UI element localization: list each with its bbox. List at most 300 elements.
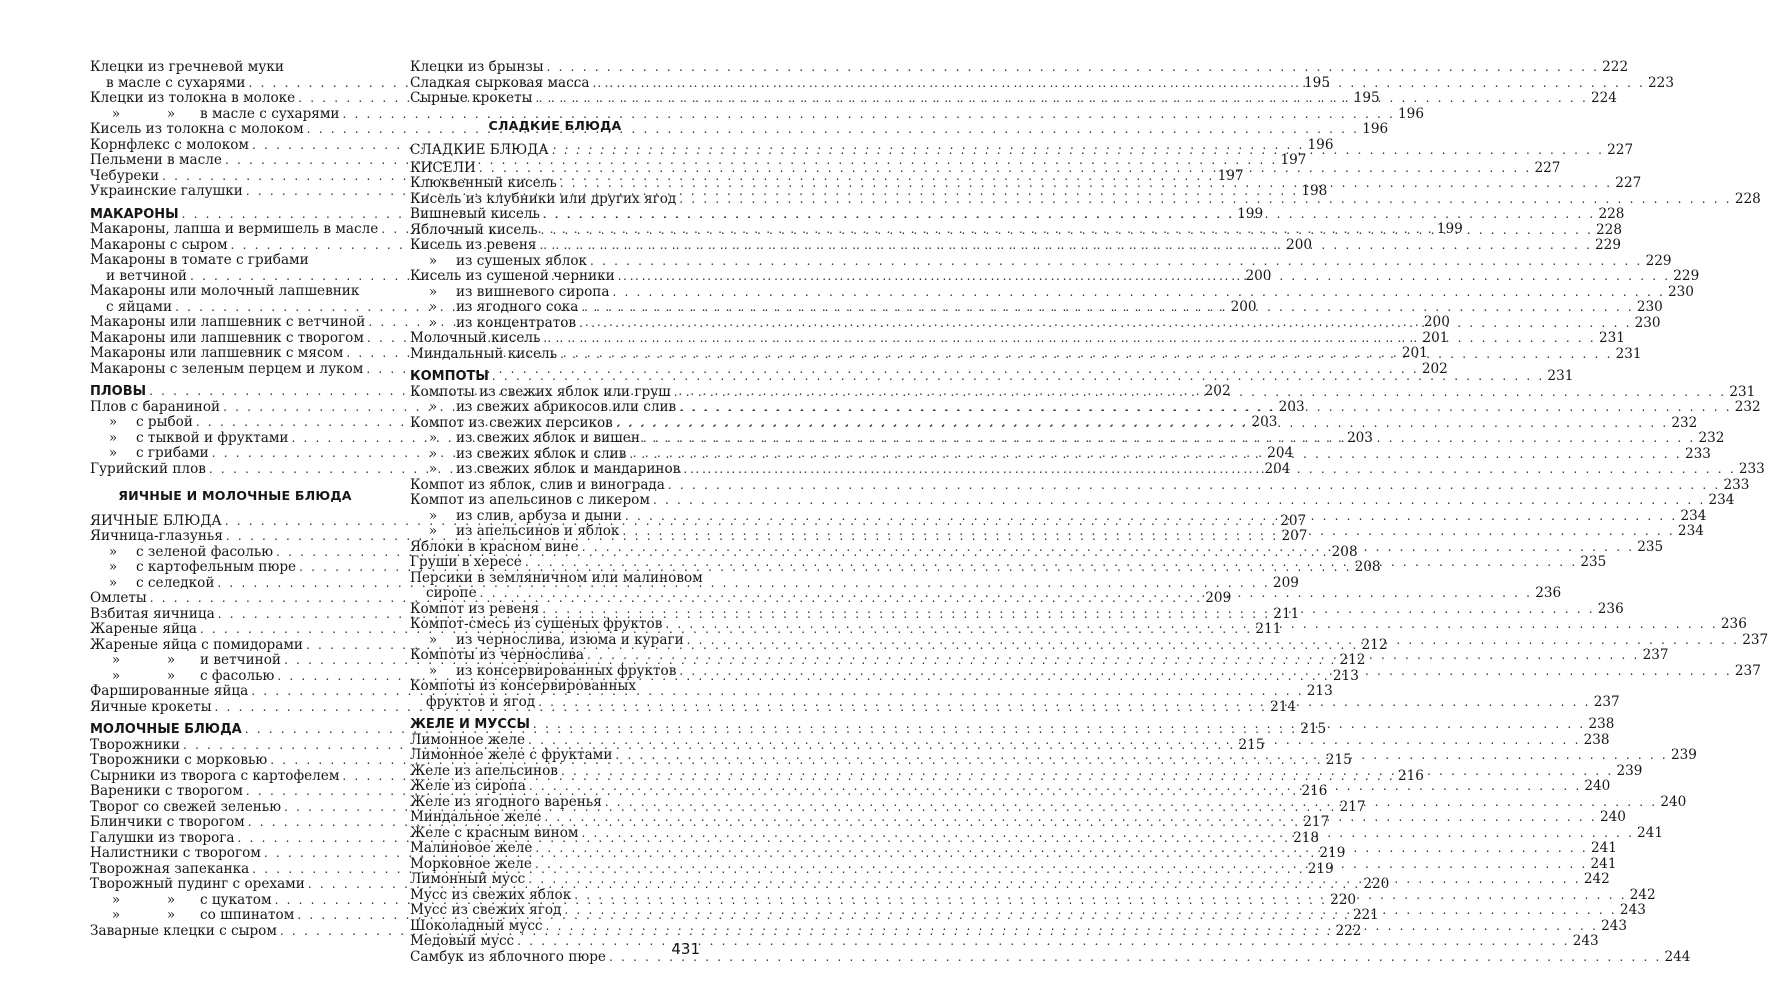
ditto-mark: » xyxy=(428,399,438,415)
entry-title: сиропе xyxy=(426,585,477,601)
toc-entry[interactable] xyxy=(410,476,1750,494)
entry-title: Миндальный кисель xyxy=(410,345,558,362)
ditto-mark: » xyxy=(166,667,176,684)
page-ref: 242 xyxy=(1629,886,1656,903)
ditto-mark: » xyxy=(108,543,118,560)
page-ref: 196 xyxy=(1362,121,1389,137)
dot-leader xyxy=(665,617,1718,633)
page-ref: 227 xyxy=(1534,159,1561,176)
dot-leader xyxy=(542,602,1595,618)
page-ref: 224 xyxy=(1590,90,1617,106)
ditto-mark: » xyxy=(428,507,438,524)
entry-title: ЖЕЛЕ И МУССЫ xyxy=(410,717,530,732)
entry-title: Макароны, лапша и вермишель в масле xyxy=(90,221,379,237)
chapter-heading: ЯИЧНЫЕ И МОЛОЧНЫЕ БЛЮДА xyxy=(118,488,352,503)
entry-title: Налистники с творогом xyxy=(90,845,261,861)
page-ref: 212 xyxy=(1361,636,1388,653)
ditto-mark: » xyxy=(428,299,438,315)
dot-leader xyxy=(679,664,1732,680)
entry-title: Мусс из свежих яблок xyxy=(410,886,572,903)
ditto-mark: » xyxy=(111,907,121,923)
page-ref: 230 xyxy=(1634,314,1661,331)
page-ref: 232 xyxy=(1671,414,1698,431)
entry-title: Миндальное желе xyxy=(410,809,542,825)
entry-title xyxy=(410,524,619,540)
entry-title-text: из концентратов xyxy=(456,314,577,331)
entry-title: Творожный пудинг с орехами xyxy=(90,876,305,892)
page-ref: 195 xyxy=(1353,90,1380,106)
page-ref: 234 xyxy=(1677,523,1704,539)
page-ref: 243 xyxy=(1601,917,1628,934)
page-ref: 234 xyxy=(1708,492,1735,508)
entry-title-text: из ягодного сока xyxy=(456,299,579,315)
entry-title: Жареные яйца с помидорами xyxy=(90,636,303,653)
page-ref: 197 xyxy=(1280,152,1307,168)
entry-title-text: из апельсинов и яблок xyxy=(456,523,620,539)
dot-leader xyxy=(609,950,1662,966)
dot-leader xyxy=(543,331,1596,347)
page-ref: 240 xyxy=(1584,778,1611,794)
ditto-mark: » xyxy=(166,891,176,908)
page-ref: 230 xyxy=(1667,283,1694,300)
page-ref: 196 xyxy=(1307,136,1334,153)
page-ref: 199 xyxy=(1237,205,1264,222)
page-ref: 227 xyxy=(1607,142,1634,158)
entry-title xyxy=(410,664,676,680)
entry-title-text: из свежих яблок и слив xyxy=(456,445,627,462)
page-ref: 236 xyxy=(1535,585,1562,601)
entry-title: Молочный кисель xyxy=(410,330,541,346)
dot-leader xyxy=(539,238,1592,254)
entry-title: ПЛОВЫ xyxy=(90,384,147,399)
dot-leader xyxy=(582,540,1635,556)
entry-title: Морковное желе xyxy=(410,855,532,872)
page-ref: 232 xyxy=(1734,399,1761,415)
entry-title: Яичные крокеты xyxy=(90,698,212,715)
toc-entry[interactable] xyxy=(410,59,1629,76)
page-ref: 227 xyxy=(1615,175,1642,191)
page-ref: 209 xyxy=(1205,590,1232,606)
entry-title: фруктов и ягод xyxy=(426,693,536,710)
entry-title xyxy=(90,669,274,685)
entry-title: Кисель из ревеня xyxy=(410,237,537,253)
toc-entry[interactable] xyxy=(410,252,1672,270)
entry-title-text: со шпинатом xyxy=(200,907,295,923)
page-ref: 221 xyxy=(1352,907,1379,923)
ditto-mark: » xyxy=(108,429,118,446)
dot-leader xyxy=(552,143,1605,159)
dot-leader xyxy=(540,223,1593,239)
dot-leader xyxy=(544,810,1597,826)
page-ref: 229 xyxy=(1673,268,1700,284)
dot-leader xyxy=(593,76,1646,92)
entry-title xyxy=(90,908,294,924)
dot-leader xyxy=(674,385,1727,401)
page-ref: 217 xyxy=(1339,798,1366,815)
page-ref: 237 xyxy=(1642,647,1669,663)
page-ref: 238 xyxy=(1583,731,1610,748)
entry-title xyxy=(90,653,281,669)
dot-leader xyxy=(581,300,1634,316)
entry-title-text: из вишневого сиропа xyxy=(456,283,610,300)
entry-title: Компоты из свежих яблок или груш xyxy=(410,383,671,400)
entry-title: Яблочный кисель xyxy=(410,221,538,238)
entry-title: Персики в земляничном или малиновом xyxy=(410,569,703,586)
dot-leader xyxy=(587,648,1640,664)
entry-title: Компот из яблок, слив и винограда xyxy=(410,476,665,493)
entry-title: Компот из апельсинов с ликером xyxy=(410,492,650,508)
page-ref: 208 xyxy=(1331,543,1358,560)
toc-entry[interactable] xyxy=(90,105,1424,123)
page-ref: 219 xyxy=(1307,860,1334,877)
dot-leader xyxy=(618,269,1671,285)
entry-title xyxy=(90,560,296,576)
page-ref: 220 xyxy=(1363,876,1390,892)
entry-title: Желе из ягодного варенья xyxy=(410,793,602,810)
dot-leader xyxy=(535,857,1588,873)
entry-title-text: и ветчиной xyxy=(200,652,281,668)
page-ref: 244 xyxy=(1664,948,1691,965)
page-ref: 215 xyxy=(1325,752,1352,768)
page-ref: 228 xyxy=(1734,190,1761,207)
entry-title: Мусс из свежих ягод xyxy=(410,902,562,918)
page-ref: 232 xyxy=(1698,430,1725,446)
page-ref: 219 xyxy=(1319,845,1346,861)
page-ref: 207 xyxy=(1280,512,1307,529)
ditto-mark: » xyxy=(428,662,438,679)
entry-title-text: из консервированных фруктов xyxy=(456,662,677,679)
page-ref: 231 xyxy=(1729,383,1756,400)
dot-leader xyxy=(629,447,1682,463)
page-ref: 235 xyxy=(1580,554,1607,570)
entry-title: в масле с сухарями xyxy=(106,74,246,91)
page-number: 431 xyxy=(671,940,700,958)
entry-title: Украинские галушки xyxy=(90,183,243,199)
toc-entry[interactable] xyxy=(410,283,1694,301)
page-ref: 233 xyxy=(1684,445,1711,462)
page-ref: 202 xyxy=(1204,383,1231,399)
dot-leader xyxy=(543,207,1596,223)
ditto-mark: » xyxy=(428,445,438,462)
page-ref: 215 xyxy=(1300,721,1327,737)
ditto-mark: » xyxy=(108,574,118,591)
entry-title-text: с рыбой xyxy=(136,414,193,430)
page-ref: 201 xyxy=(1422,329,1449,346)
entry-title xyxy=(90,576,214,592)
toc-entry[interactable] xyxy=(90,60,380,76)
page-ref: 228 xyxy=(1596,221,1622,238)
dot-leader xyxy=(679,192,1732,208)
entry-title: Жареные яйца xyxy=(90,621,197,637)
dot-leader xyxy=(480,586,1533,602)
page-ref: 243 xyxy=(1572,933,1599,949)
ditto-mark: » xyxy=(166,105,176,122)
entry-title: Макароны или лапшевник с творогом xyxy=(90,329,364,346)
entry-title: Груши в хересе xyxy=(410,554,522,570)
entry-title xyxy=(90,893,272,909)
toc-entry[interactable] xyxy=(410,569,703,587)
entry-title xyxy=(410,447,626,463)
entry-title xyxy=(410,316,576,332)
page-ref: 213 xyxy=(1332,667,1359,684)
entry-title: Сладкая сырковая масса xyxy=(410,74,590,91)
entry-title-text: с грибами xyxy=(136,445,209,461)
entry-title: Заварные клецки с сыром xyxy=(90,922,277,939)
page-ref: 200 xyxy=(1423,314,1450,330)
dot-leader xyxy=(535,91,1588,107)
dot-leader xyxy=(574,888,1627,904)
page-ref: 207 xyxy=(1281,528,1308,544)
entry-title: Гурийский плов xyxy=(90,460,206,477)
entry-title xyxy=(410,254,587,270)
dot-leader xyxy=(560,347,1613,363)
entry-title xyxy=(90,415,193,431)
entry-title: Компот из ревеня xyxy=(410,600,540,617)
entry-title: МОЛОЧНЫЕ БЛЮДА xyxy=(90,722,242,737)
entry-title xyxy=(90,446,209,462)
dot-leader xyxy=(625,509,1678,525)
dot-leader xyxy=(643,431,1696,447)
entry-title: Макароны с сыром xyxy=(90,236,228,253)
entry-title: Пельмени в масле xyxy=(90,152,222,168)
entry-title: Макароны с зеленым перцем и луком xyxy=(90,360,364,377)
entry-title: Чебуреки xyxy=(90,167,160,184)
entry-title: Лимонное желе xyxy=(410,731,526,748)
page-ref: 229 xyxy=(1595,237,1621,253)
page-ref: 203 xyxy=(1278,398,1305,415)
entry-title: Сырники из творога с картофелем xyxy=(90,767,340,784)
dot-leader xyxy=(528,733,1581,749)
entry-title xyxy=(90,431,288,447)
page-ref: 215 xyxy=(1238,736,1265,753)
entry-title-text: из свежих абрикосов или слив xyxy=(456,399,677,415)
entry-title: Малиновое желе xyxy=(410,840,533,856)
page-ref: 237 xyxy=(1742,631,1768,648)
page-ref: 236 xyxy=(1720,616,1747,632)
page-ref: 234 xyxy=(1680,507,1707,524)
page-ref: 198 xyxy=(1301,183,1328,199)
dot-leader xyxy=(546,919,1599,935)
page-ref: 203 xyxy=(1347,429,1373,446)
dot-leader xyxy=(612,285,1665,301)
page-ref: 200 xyxy=(1286,236,1313,253)
entry-title: Кисель из клубники или других ягод xyxy=(410,190,677,207)
entry-title: Компоты из чернослива xyxy=(410,647,585,663)
entry-title: Самбук из яблочного пюре xyxy=(410,948,606,965)
ditto-mark: » xyxy=(166,907,176,923)
page-ref: 211 xyxy=(1273,605,1300,622)
ditto-mark: » xyxy=(111,105,121,122)
page-ref: 231 xyxy=(1598,330,1625,346)
page-ref: 203 xyxy=(1251,414,1278,430)
page-ref: 235 xyxy=(1637,538,1664,555)
toc-entry[interactable] xyxy=(90,253,380,269)
entry-title: Лимонное желе с фруктами xyxy=(410,747,613,763)
entry-title: Компот-смесь из сушеных фруктов xyxy=(410,616,663,632)
entry-title-text: с селедкой xyxy=(136,574,215,591)
entry-title: Яичница-глазунья xyxy=(90,528,223,544)
entry-title-text: из слив, арбуза и дыни xyxy=(456,507,622,524)
entry-title xyxy=(410,633,684,649)
page-ref: 195 xyxy=(1304,74,1330,91)
dot-leader xyxy=(616,416,1669,432)
ditto-mark: » xyxy=(108,559,118,575)
entry-title: Клюквенный кисель xyxy=(410,175,557,191)
entry-title xyxy=(90,545,273,561)
entry-title: Клецки из гречневой муки xyxy=(90,59,284,75)
entry-title-text: из свежих яблок и вишен xyxy=(456,430,640,446)
dot-leader xyxy=(564,903,1617,919)
entry-title-text: с зеленой фасолью xyxy=(136,543,274,560)
page-ref: 200 xyxy=(1230,298,1257,315)
page-ref: 241 xyxy=(1590,855,1617,872)
dot-leader xyxy=(561,764,1614,780)
page-ref: 204 xyxy=(1267,445,1294,461)
ditto-mark: » xyxy=(428,523,438,539)
entry-title: с яйцами xyxy=(106,298,173,315)
page-ref: 222 xyxy=(1335,922,1362,939)
page-ref: 242 xyxy=(1583,871,1610,887)
entry-title: Клецки из толокна в молоке xyxy=(90,90,296,106)
page-ref: 204 xyxy=(1264,460,1291,477)
entry-title: Лимонный мусс xyxy=(410,871,526,887)
dot-leader xyxy=(679,400,1732,416)
ditto-mark: » xyxy=(111,891,121,908)
ditto-mark: » xyxy=(108,445,118,461)
page-ref: 216 xyxy=(1301,783,1328,799)
page-ref: 241 xyxy=(1590,840,1617,856)
entry-title: Творожная запеканка xyxy=(90,860,250,877)
dot-leader xyxy=(525,555,1578,571)
ditto-mark: » xyxy=(166,652,176,668)
entry-title: Кисель из сушеной черники xyxy=(410,268,615,284)
entry-title: Вишневый кисель xyxy=(410,206,540,222)
entry-title: Омлеты xyxy=(90,590,147,606)
page-ref: 231 xyxy=(1547,368,1574,384)
dot-leader xyxy=(622,524,1675,540)
dot-leader xyxy=(528,872,1581,888)
page-ref: 222 xyxy=(1602,59,1629,75)
ditto-mark: » xyxy=(428,252,438,269)
page-ref: 233 xyxy=(1723,476,1750,493)
page-ref: 211 xyxy=(1255,621,1282,637)
page-ref: 243 xyxy=(1619,902,1646,918)
entry-title: Желе из апельсинов xyxy=(410,762,558,779)
page-ref: 228 xyxy=(1598,206,1625,222)
page-ref: 214 xyxy=(1270,698,1297,715)
page-ref: 241 xyxy=(1637,824,1663,841)
entry-title-text: с цукатом xyxy=(200,891,272,908)
page-ref: 200 xyxy=(1245,267,1272,284)
ditto-mark: » xyxy=(428,631,438,648)
entry-title: Творожники xyxy=(90,736,180,753)
page-ref: 199 xyxy=(1436,221,1463,237)
ditto-mark: » xyxy=(108,414,118,430)
ditto-mark: » xyxy=(428,314,438,331)
entry-title: Взбитая яичница xyxy=(90,605,215,622)
dot-leader xyxy=(529,779,1582,795)
entry-title: МАКАРОНЫ xyxy=(90,206,179,222)
entry-title xyxy=(410,400,676,416)
entry-title: Яблоки в красном вине xyxy=(410,538,579,555)
entry-title-text: с фасолью xyxy=(200,667,275,684)
entry-title: Желе из сиропа xyxy=(410,778,526,794)
entry-title: Творог со свежей зеленью xyxy=(90,798,282,815)
page-ref: 238 xyxy=(1588,716,1615,732)
entry-title: Макароны в томате с грибами xyxy=(90,252,309,268)
dot-leader xyxy=(581,826,1634,842)
entry-title: Медовый мусс xyxy=(410,933,515,949)
entry-title: Блинчики с творогом xyxy=(90,814,245,830)
entry-title-text: из свежих яблок и мандаринов xyxy=(456,461,681,477)
dot-leader xyxy=(590,254,1643,270)
entry-title-text: в масле с сухарями xyxy=(200,105,340,122)
entry-title: Компоты из консервированных xyxy=(410,678,637,694)
dot-leader xyxy=(492,369,1545,385)
dot-leader xyxy=(683,462,1736,478)
toc-entry[interactable] xyxy=(410,679,700,695)
entry-title xyxy=(410,285,609,301)
entry-title-text: из чернослива, изюма и кураги xyxy=(456,631,684,648)
page-ref: 233 xyxy=(1738,461,1765,477)
toc-entry[interactable] xyxy=(90,284,380,300)
dot-leader xyxy=(605,795,1658,811)
entry-title: и ветчиной xyxy=(106,267,187,284)
dot-leader xyxy=(687,633,1740,649)
page-ref: 216 xyxy=(1397,767,1424,784)
page-ref: 231 xyxy=(1615,345,1642,362)
entry-title: Кисель из толокна с молоком xyxy=(90,121,304,137)
entry-title: Корнфлекс с молоком xyxy=(90,136,249,153)
entry-title: Макароны или молочный лапшевник xyxy=(90,283,360,299)
entry-title: Компот из свежих персиков xyxy=(410,414,613,431)
page-ref: 202 xyxy=(1421,360,1448,377)
page-ref: 236 xyxy=(1597,600,1624,617)
entry-title: СЛАДКИЕ БЛЮДА xyxy=(410,142,549,158)
dot-leader xyxy=(479,161,1532,177)
page-ref: 196 xyxy=(1398,105,1424,122)
entry-title xyxy=(410,462,680,478)
dot-leader xyxy=(579,316,1632,332)
entry-title: Шоколадный мусс xyxy=(410,917,543,934)
entry-title: Сырные крокеты xyxy=(410,90,533,106)
entry-title xyxy=(410,509,622,525)
dot-leader xyxy=(533,717,1586,733)
chapter-heading: СЛАДКИЕ БЛЮДА xyxy=(488,117,622,133)
page-ref: 240 xyxy=(1599,809,1626,825)
dot-leader xyxy=(547,60,1600,76)
ditto-mark: » xyxy=(428,430,438,446)
dot-leader xyxy=(653,493,1706,509)
entry-title: Макароны или лапшевник с ветчиной xyxy=(90,314,366,330)
page-ref: 208 xyxy=(1354,559,1381,575)
entry-title xyxy=(410,300,578,316)
toc-entry[interactable] xyxy=(410,492,1735,509)
entry-title-text: с тыквой и фруктами xyxy=(136,429,289,446)
dot-leader xyxy=(615,748,1668,764)
entry-title: Макароны или лапшевник с мясом xyxy=(90,345,344,361)
ditto-mark: » xyxy=(111,652,121,668)
entry-title: Плов с бараниной xyxy=(90,398,221,415)
entry-title xyxy=(90,107,340,123)
entry-title: Вареники с творогом xyxy=(90,783,243,799)
entry-title: Фаршированные яйца xyxy=(90,683,249,699)
page-ref: 197 xyxy=(1217,167,1244,184)
ditto-mark: » xyxy=(428,461,438,477)
page-ref: 217 xyxy=(1303,814,1330,830)
page-ref: 223 xyxy=(1648,74,1674,91)
page-ref: 239 xyxy=(1670,747,1697,763)
